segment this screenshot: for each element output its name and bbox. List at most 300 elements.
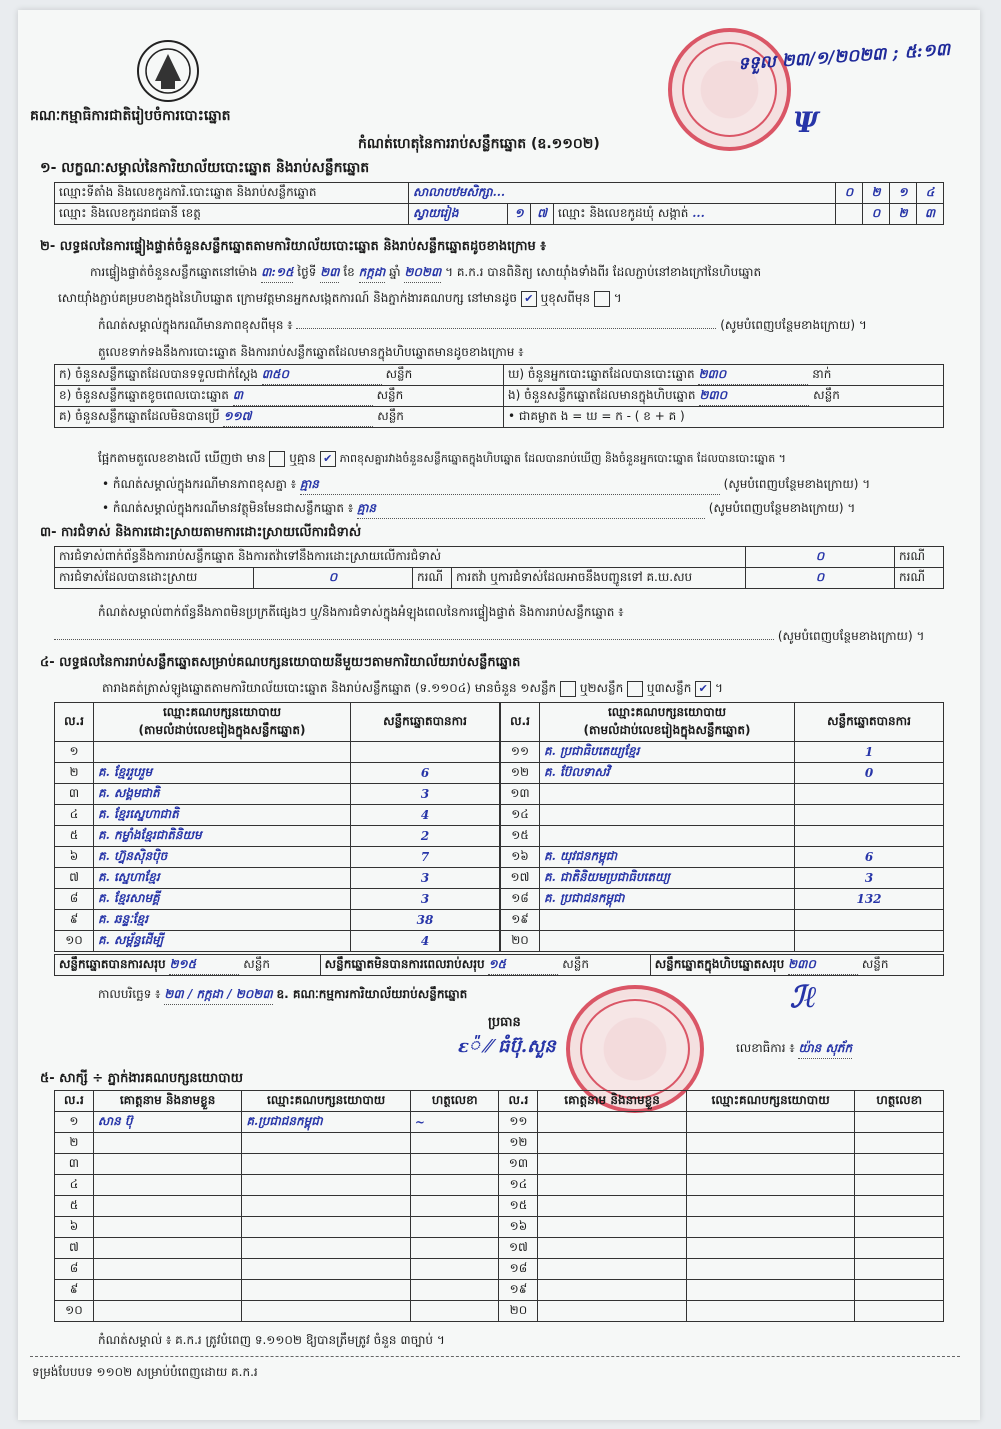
committee-signature: ℐℓ bbox=[790, 980, 817, 1015]
witness-name bbox=[538, 1112, 686, 1133]
objection-note: កំណត់សម្គាល់ពាក់ព័ន្ធនឹងភាពមិនប្រក្រតីផ្សេងៗ ឬ/និងការជំទាស់ក្នុងអំឡុងពេលនៃការផ្ទៀងផ្ទាត់ និងការរាប់សន្លឹកឆ្នោត ៖ bbox=[98, 605, 624, 619]
w-col-sign-l: ហត្ថលេខា bbox=[410, 1091, 499, 1112]
objection-r2b-unit: ករណី bbox=[895, 568, 944, 589]
province-label: ឈ្មោះ និងលេខកូដរាជធានី ខេត្ត bbox=[55, 204, 409, 225]
witness-party bbox=[242, 1259, 411, 1280]
result-row bbox=[55, 784, 500, 805]
result-no: ១០ bbox=[55, 931, 94, 952]
result-votes: 1 bbox=[795, 742, 944, 763]
form-title: កំណត់ហេតុនៃការរាប់សន្លឹកឆ្នោត (ឧ.១១០២) bbox=[358, 136, 600, 152]
location-code-4: ៤ bbox=[917, 183, 944, 204]
objection-r2a-value: ០ bbox=[254, 568, 413, 589]
secretary-label: លេខាធិការ ៖ bbox=[736, 1041, 795, 1055]
count-c-unit: សន្លឹក bbox=[377, 408, 404, 423]
w-col-party-r: ឈ្មោះគណបក្សនយោបាយ bbox=[686, 1091, 855, 1112]
result-votes: 6 bbox=[795, 847, 944, 868]
witness-no: ៦ bbox=[55, 1217, 94, 1238]
results-table-right bbox=[500, 702, 944, 952]
w-col-no-l: ល.រ bbox=[55, 1091, 94, 1112]
footer-divider bbox=[30, 1356, 960, 1357]
date-line bbox=[98, 986, 467, 1005]
form-page bbox=[18, 10, 980, 1420]
result-no: ៦ bbox=[55, 847, 94, 868]
section-5-title: ៥- សាក្សី ÷ ភ្នាក់ងារគណបក្សនយោបាយ bbox=[40, 1071, 243, 1086]
witness-row bbox=[55, 1112, 944, 1133]
count-e-label: ង) ចំនួនសន្លឹកឆ្នោតដែលមានក្នុងហិបឆ្នោត bbox=[508, 387, 696, 402]
witness-name bbox=[538, 1133, 686, 1154]
result-no: ១៩ bbox=[501, 910, 540, 931]
bullet-1 bbox=[102, 476, 870, 495]
result-row bbox=[55, 910, 500, 931]
witness-no: ៥ bbox=[55, 1196, 94, 1217]
result-no: ១ bbox=[55, 742, 94, 763]
section-4-title: ៤- លទ្ធផលនៃការរាប់សន្លឹកឆ្នោតសម្រាប់គណបក្សនយោបាយនីមួយៗតាមការិយាល័យរាប់សន្លឹកឆ្នោត bbox=[40, 655, 521, 670]
result-party: គ. យុវជនកម្ពុជា bbox=[540, 847, 795, 868]
result-party: គ. ខ្មែរសាមគ្គី bbox=[94, 889, 351, 910]
sheet-3-checkbox[interactable]: ✔ bbox=[695, 681, 711, 697]
year-value: ២០២៣ bbox=[404, 264, 441, 283]
different-checkbox[interactable] bbox=[594, 291, 610, 307]
bullet1-value: គ្មាន bbox=[300, 476, 720, 495]
intro-text: តារាងគត់ត្រាស់ឡូងឆ្នោតតាមការិយាល័យបោះឆ្នោត និងរាប់សន្លឹកឆ្នោត (ទ.១១០៤) មានចំនួន ១សន្លឹក bbox=[102, 681, 557, 695]
count-a-label: ក) ចំនួនសន្លឹកឆ្នោតដែលបានទទួលជាក់ស្តែង bbox=[59, 366, 258, 381]
witness-party bbox=[686, 1154, 855, 1175]
result-row bbox=[55, 742, 500, 763]
bullet1-label: • កំណត់សម្គាល់ក្នុងករណីមានភាពខុសគ្នា ៖ bbox=[102, 477, 297, 491]
formula: • ជាគម្លាត ង = ឃ = ក - ( ខ + គ ) bbox=[504, 407, 944, 428]
location-label: ឈ្មោះទីតាំង និងលេខកូដការិ.បោះឆ្នោត និងរាប់សន្លឹកឆ្នោត bbox=[55, 183, 409, 204]
total-invalid-label: សន្លឹកឆ្នោតមិនបានការពេលរាប់សរុប bbox=[324, 956, 485, 971]
count-c-value: ១១៧ bbox=[223, 408, 373, 427]
result-votes bbox=[795, 805, 944, 826]
result-row bbox=[501, 910, 944, 931]
result-no: ១៤ bbox=[501, 805, 540, 826]
section-3-title: ៣- ការជំទាស់ និងការដោះស្រាយតាមការដោះស្រាយលើការជំទាស់ bbox=[40, 525, 362, 540]
witness-party bbox=[242, 1280, 411, 1301]
commune-code-1: ០ bbox=[863, 204, 890, 225]
witness-party bbox=[242, 1154, 411, 1175]
col-party-left-sub: (តាមលំដាប់លេខរៀងក្នុងសន្លឹកឆ្នោត) bbox=[138, 723, 306, 737]
count-e-unit: សន្លឹក bbox=[813, 387, 840, 402]
commune-code-2: ២ bbox=[890, 204, 917, 225]
committee-label: ឧ. គណៈកម្មការការិយាល័យរាប់សន្លឹកឆ្នោត bbox=[276, 987, 468, 1001]
objection-r1-value: ០ bbox=[746, 547, 895, 568]
w-col-no-r: ល.រ bbox=[499, 1091, 538, 1112]
commune-cell bbox=[554, 204, 836, 225]
total-invalid-unit: សន្លឹក bbox=[562, 956, 589, 971]
witness-name bbox=[93, 1280, 241, 1301]
total-valid-label: សន្លឹកឆ្នោតបានការសរុប bbox=[59, 956, 166, 971]
result-party bbox=[540, 931, 795, 952]
witness-no: ១១ bbox=[499, 1112, 538, 1133]
witness-name bbox=[93, 1175, 241, 1196]
p1a: ការផ្ទៀងផ្ទាត់ចំនួនសន្លឹកឆ្នោតនៅម៉ោង bbox=[90, 265, 258, 279]
p1e: ។ គ.ក.រ បានពិនិត្យ សោយ៉ាំងទាំងពីរ ដែលភ្ជាប់នៅខាងក្រៅនៃហិបឆ្នោត bbox=[445, 265, 762, 279]
result-votes: 7 bbox=[351, 847, 500, 868]
date-label: កាលបរិច្ឆេទ ៖ bbox=[98, 987, 161, 1001]
location-value: សាលាបឋមសិក្សា... bbox=[409, 183, 836, 204]
result-row bbox=[501, 763, 944, 784]
result-row bbox=[501, 931, 944, 952]
witness-name bbox=[538, 1175, 686, 1196]
witness-party bbox=[686, 1259, 855, 1280]
witness-signature bbox=[410, 1259, 499, 1280]
witness-name bbox=[93, 1301, 241, 1322]
witness-name bbox=[93, 1133, 241, 1154]
result-no: ៩ bbox=[55, 910, 94, 931]
witness-party bbox=[686, 1133, 855, 1154]
president-signature: ε៉ ⁄⁄ ធំប៊ុ.សួន bbox=[458, 1036, 556, 1057]
note-diff-label: កំណត់សម្គាល់ក្នុងករណីមានភាពខុសពីមុន ៖ bbox=[98, 318, 293, 332]
witness-name bbox=[538, 1154, 686, 1175]
result-party bbox=[540, 784, 795, 805]
section-2-title: ២- លទ្ធផលនៃការផ្ទៀងផ្ទាត់ចំនួនសន្លឹកឆ្នោតតាមការិយាល័យបោះឆ្នោត និងរាប់សន្លឹកឆ្នោតដូចខាងក្រោម ៖ bbox=[40, 239, 546, 254]
witness-signature bbox=[855, 1154, 944, 1175]
result-party bbox=[540, 826, 795, 847]
location-code-2: ២ bbox=[863, 183, 890, 204]
witness-row bbox=[55, 1301, 944, 1322]
bullet2-value: គ្មាន bbox=[357, 500, 705, 519]
result-votes bbox=[795, 931, 944, 952]
witness-no: ២០ bbox=[499, 1301, 538, 1322]
col-no-right: ល.រ bbox=[501, 703, 540, 742]
result-party: គ. សម្ព័ន្ធដើម្បី bbox=[94, 931, 351, 952]
result-row bbox=[501, 784, 944, 805]
col-votes-right: សន្លឹកឆ្នោតបានការ bbox=[795, 703, 944, 742]
sheet-1-checkbox[interactable] bbox=[560, 681, 576, 697]
objection-r1-label: ការជំទាស់ពាក់ព័ន្ធនឹងការរាប់សន្លឹកឆ្នោត និងការតវ៉ាទៅនឹងការដោះស្រាយលើការជំទាស់ bbox=[55, 547, 746, 568]
section-5-note: កំណត់សម្គាល់ ៖ គ.ក.រ ត្រូវបំពេញ ទ.១១០២ ឱ្យបានត្រឹមត្រូវ ចំនួន ៣ច្បាប់ ។ bbox=[98, 1333, 445, 1347]
witness-party bbox=[686, 1175, 855, 1196]
objection-r1-unit: ករណី bbox=[895, 547, 944, 568]
same-checkbox[interactable]: ✔ bbox=[521, 291, 537, 307]
result-no: ៥ bbox=[55, 826, 94, 847]
witness-signature bbox=[855, 1259, 944, 1280]
count-d-value: ២៣០ bbox=[698, 366, 808, 385]
p4b: ឬគ្មាន bbox=[289, 451, 316, 465]
result-votes bbox=[795, 826, 944, 847]
witness-no: ១៧ bbox=[499, 1238, 538, 1259]
objection-note-fill bbox=[54, 628, 924, 646]
total-invalid bbox=[320, 955, 650, 976]
result-no: ១១ bbox=[501, 742, 540, 763]
w-col-party-l: ឈ្មោះគណបក្សនយោបាយ bbox=[242, 1091, 411, 1112]
result-votes: 2 bbox=[351, 826, 500, 847]
fill-hint-2: (សូមបំពេញបន្ថែមខាងក្រោយ) ។ bbox=[723, 477, 871, 491]
result-row bbox=[55, 847, 500, 868]
result-row bbox=[501, 826, 944, 847]
month-value: កក្កដា bbox=[359, 264, 386, 283]
bullet-2 bbox=[102, 500, 855, 519]
province-code-1: ១ bbox=[508, 204, 531, 225]
p1b: ថ្ងៃទី bbox=[297, 265, 317, 279]
result-no: ១៦ bbox=[501, 847, 540, 868]
witness-row bbox=[55, 1133, 944, 1154]
result-row bbox=[55, 826, 500, 847]
p2-end: ឬខុសពីមុន bbox=[540, 291, 591, 305]
witness-signature bbox=[855, 1301, 944, 1322]
objection-r2a-unit: ករណី bbox=[413, 568, 452, 589]
witness-party bbox=[242, 1301, 411, 1322]
secretary-line bbox=[736, 1040, 852, 1059]
result-row bbox=[501, 889, 944, 910]
commune-code-3: ៣ bbox=[917, 204, 944, 225]
witness-signature bbox=[855, 1238, 944, 1259]
result-row bbox=[55, 868, 500, 889]
objections-table bbox=[54, 546, 944, 589]
witness-name bbox=[538, 1217, 686, 1238]
col-party-right-main: ឈ្មោះគណបក្សនយោបាយ bbox=[607, 705, 727, 719]
witness-row bbox=[55, 1196, 944, 1217]
total-invalid-value: ១៥ bbox=[488, 956, 558, 975]
witness-party bbox=[686, 1280, 855, 1301]
p2: សោយ៉ាំងភ្ជាប់គម្របខាងក្នុងនៃហិបឆ្នោត ក្រោមវត្តមានអ្នកសង្កេតការណ៍ និងភ្នាក់ងារគណបក្ស នៅមានដូច bbox=[58, 291, 517, 305]
initials-signature: Ψ bbox=[793, 106, 819, 139]
result-votes bbox=[795, 784, 944, 805]
result-row bbox=[55, 889, 500, 910]
witness-signature bbox=[410, 1301, 499, 1322]
result-party: គ. ស្នេហាខ្មែរ bbox=[94, 868, 351, 889]
witness-signature bbox=[410, 1196, 499, 1217]
witness-signature: ~ bbox=[410, 1112, 499, 1133]
result-party: គ. ឆន្ទៈខ្មែរ bbox=[94, 910, 351, 931]
sheet-2-checkbox[interactable] bbox=[627, 681, 643, 697]
result-votes: 4 bbox=[351, 805, 500, 826]
result-votes: 3 bbox=[351, 868, 500, 889]
witness-table bbox=[54, 1090, 944, 1322]
result-votes: 0 bbox=[795, 763, 944, 784]
total-valid-unit: សន្លឹក bbox=[243, 956, 270, 971]
witness-signature bbox=[855, 1217, 944, 1238]
witness-party bbox=[686, 1196, 855, 1217]
witness-row bbox=[55, 1175, 944, 1196]
witness-signature bbox=[855, 1133, 944, 1154]
result-votes: 3 bbox=[795, 868, 944, 889]
witness-row bbox=[55, 1217, 944, 1238]
result-no: ៨ bbox=[55, 889, 94, 910]
p4: ផ្អែកតាមតួលេខខាងលើ ឃើញថា មាន bbox=[98, 451, 266, 465]
witness-signature bbox=[855, 1175, 944, 1196]
result-votes: 132 bbox=[795, 889, 944, 910]
result-party: គ. ប្រជាជនកម្ពុជា bbox=[540, 889, 795, 910]
result-no: ១២ bbox=[501, 763, 540, 784]
verification-line-1 bbox=[90, 264, 761, 283]
w-col-name-l: គោត្តនាម និងនាមខ្លួន bbox=[93, 1091, 241, 1112]
witness-name bbox=[93, 1238, 241, 1259]
witness-no: ១២ bbox=[499, 1133, 538, 1154]
secretary-value: យ៉ាន សុភ័ក bbox=[798, 1040, 852, 1059]
result-votes: 38 bbox=[351, 910, 500, 931]
figures-intro: តួលេខទាក់ទងនឹងការបោះឆ្នោត និងការរាប់សន្លឹកឆ្នោតដែលមានក្នុងហិបឆ្នោតមានដូចខាងក្រោម ៖ bbox=[98, 345, 524, 359]
intro-c: ឬ៣សន្លឹក bbox=[646, 681, 692, 695]
p1c: ខែ bbox=[343, 265, 355, 279]
witness-no: ៨ bbox=[55, 1259, 94, 1280]
official-stamp-top bbox=[668, 28, 791, 151]
verification-line-2: សោយ៉ាំងភ្ជាប់គម្របខាងក្នុងនៃហិបឆ្នោត ក្រោមវត្តមានអ្នកសង្កេតការណ៍ និងភ្នាក់ងារគណបក្ស នៅមានដូច ✔ ឬខុសពីមុន ។ bbox=[58, 291, 622, 305]
section-1-title: ១- លក្ខណៈសម្គាល់នៃការិយាល័យបោះឆ្នោត និងរាប់សន្លឹកឆ្នោត bbox=[40, 160, 370, 176]
president-label: ប្រធាន bbox=[488, 1015, 521, 1030]
witness-name bbox=[93, 1196, 241, 1217]
witness-signature bbox=[855, 1112, 944, 1133]
objection-r2b-value: ០ bbox=[746, 568, 895, 589]
count-a-unit: សន្លឹក bbox=[385, 366, 413, 381]
witness-name: សាន ប៊ុ bbox=[93, 1112, 241, 1133]
section-1-table bbox=[54, 182, 944, 225]
witness-no: ១៤ bbox=[499, 1175, 538, 1196]
result-row bbox=[501, 805, 944, 826]
witness-party: គ.ប្រជាជនកម្ពុជា bbox=[242, 1112, 411, 1133]
result-party: គ. ប្រជាធិបតេយ្យខ្មែរ bbox=[540, 742, 795, 763]
witness-no: ៧ bbox=[55, 1238, 94, 1259]
witness-name bbox=[93, 1154, 241, 1175]
col-votes-left: សន្លឹកឆ្នោតបានការ bbox=[351, 703, 500, 742]
witness-signature bbox=[855, 1280, 944, 1301]
objection-r2a-label: ការជំទាស់ដែលបានដោះស្រាយ bbox=[55, 568, 254, 589]
witness-row bbox=[55, 1280, 944, 1301]
commune-value: ... bbox=[692, 206, 705, 220]
result-votes: 3 bbox=[351, 889, 500, 910]
witness-no: ១៣ bbox=[499, 1154, 538, 1175]
result-votes bbox=[351, 742, 500, 763]
result-row bbox=[55, 763, 500, 784]
w-col-sign-r: ហត្ថលេខា bbox=[855, 1091, 944, 1112]
total-box-label: សន្លឹកឆ្នោតក្នុងហិបឆ្នោតសរុប bbox=[654, 956, 785, 971]
witness-party bbox=[242, 1175, 411, 1196]
counts-table bbox=[54, 364, 944, 428]
witness-name bbox=[538, 1259, 686, 1280]
total-box bbox=[650, 955, 943, 976]
count-e-value: ២៣០ bbox=[699, 387, 809, 406]
discrepancy-line bbox=[98, 450, 786, 468]
p4c: ភាពខុសគ្នារវាងចំនួនសន្លឹកឆ្នោតក្នុងហិបឆ្នោត ដែលបានរាប់ឃើញ និងចំនួនអ្នកបោះឆ្នោត ដែលបានបោះឆ្នោត ។ bbox=[339, 452, 786, 465]
witness-no: ១៩ bbox=[499, 1280, 538, 1301]
no-diff-checkbox[interactable]: ✔ bbox=[320, 451, 336, 467]
witness-row bbox=[55, 1238, 944, 1259]
fill-hint-3: (សូមបំពេញបន្ថែមខាងក្រោយ) ។ bbox=[708, 501, 856, 515]
result-no: ១៨ bbox=[501, 889, 540, 910]
witness-party bbox=[686, 1217, 855, 1238]
note-diff-line bbox=[98, 317, 867, 335]
witness-no: ១ bbox=[55, 1112, 94, 1133]
total-valid bbox=[55, 955, 321, 976]
totals-table bbox=[54, 954, 944, 976]
witness-no: ២ bbox=[55, 1133, 94, 1154]
witness-no: ៩ bbox=[55, 1280, 94, 1301]
witness-party bbox=[242, 1238, 411, 1259]
result-row bbox=[55, 931, 500, 952]
result-votes: 6 bbox=[351, 763, 500, 784]
witness-no: ១០ bbox=[55, 1301, 94, 1322]
witness-row bbox=[55, 1259, 944, 1280]
col-party-right-sub: (តាមលំដាប់លេខរៀងក្នុងសន្លឹកឆ្នោត) bbox=[583, 723, 751, 737]
intro-b: ឬ២សន្លឹក bbox=[579, 681, 624, 695]
bullet2-label: • កំណត់សម្គាល់ក្នុងករណីមានវត្ថុមិនមែនជាសន្លឹកឆ្នោត ៖ bbox=[102, 501, 354, 515]
result-votes bbox=[795, 910, 944, 931]
witness-party bbox=[242, 1196, 411, 1217]
location-code-1: ០ bbox=[836, 183, 863, 204]
witness-name bbox=[93, 1259, 241, 1280]
footer-text: ទម្រង់បែបបទ ១១០២ សម្រាប់បំពេញដោយ គ.ក.រ bbox=[32, 1365, 258, 1379]
col-party-left bbox=[94, 703, 351, 742]
result-no: ១៣ bbox=[501, 784, 540, 805]
result-no: ៧ bbox=[55, 868, 94, 889]
result-party: គ. ខ្មែររួបរួម bbox=[94, 763, 351, 784]
result-no: ៣ bbox=[55, 784, 94, 805]
witness-name bbox=[538, 1238, 686, 1259]
witness-signature bbox=[410, 1238, 499, 1259]
witness-no: ៣ bbox=[55, 1154, 94, 1175]
col-no-left: ល.រ bbox=[55, 703, 94, 742]
section-4-intro: តារាងគត់ត្រាស់ឡូងឆ្នោតតាមការិយាល័យបោះឆ្នោត និងរាប់សន្លឹកឆ្នោត (ទ.១១០៤) មានចំនួន ១សន្លឹក ឬ២សន្លឹក ឬ៣សន្លឹក ✔ ។ bbox=[102, 681, 723, 695]
count-b-unit: សន្លឹក bbox=[376, 387, 404, 402]
witness-party bbox=[686, 1301, 855, 1322]
col-party-right bbox=[540, 703, 795, 742]
result-party bbox=[540, 910, 795, 931]
count-d-label: ឃ) ចំនួនអ្នកបោះឆ្នោតដែលបានបោះឆ្នោត bbox=[508, 366, 695, 381]
witness-signature bbox=[855, 1196, 944, 1217]
witness-party bbox=[686, 1238, 855, 1259]
witness-party bbox=[686, 1112, 855, 1133]
result-row bbox=[501, 868, 944, 889]
result-party: គ. ជាតិនិយមប្រជាធិបតេយ្យ bbox=[540, 868, 795, 889]
result-row bbox=[501, 742, 944, 763]
received-note: ទទួល ២៣/១/២០២៣ ; ៥:១៣ bbox=[737, 39, 951, 75]
fill-hint-1: (សូមបំពេញបន្ថែមខាងក្រោយ) ។ bbox=[720, 318, 867, 332]
witness-signature bbox=[410, 1280, 499, 1301]
objection-r2b-label: ការតវ៉ា ឬការជំទាស់ដែលអាចនឹងបញ្ជូនទៅ គ.ឃ.សប bbox=[452, 568, 746, 589]
result-votes: 3 bbox=[351, 784, 500, 805]
results-table-left bbox=[54, 702, 500, 952]
province-value: ស្វាយរៀង bbox=[409, 204, 508, 225]
col-party-left-main: ឈ្មោះគណបក្សនយោបាយ bbox=[162, 705, 282, 719]
count-a-value: ៣៥០ bbox=[262, 366, 382, 385]
witness-signature bbox=[410, 1154, 499, 1175]
commune-label: ឈ្មោះ និងលេខកូដឃុំ សង្កាត់ bbox=[558, 206, 689, 220]
count-c-label: គ) ចំនួនសន្លឹកឆ្នោតដែលមិនបានប្រើ bbox=[59, 408, 220, 423]
witness-name bbox=[538, 1196, 686, 1217]
witness-signature bbox=[410, 1175, 499, 1196]
witness-no: ១៦ bbox=[499, 1217, 538, 1238]
result-party bbox=[94, 742, 351, 763]
result-party bbox=[540, 805, 795, 826]
witness-signature bbox=[410, 1217, 499, 1238]
count-b-label: ខ) ចំនួនសន្លឹកឆ្នោតខូចពេលបោះឆ្នោត bbox=[59, 387, 229, 402]
result-no: ១៥ bbox=[501, 826, 540, 847]
result-no: ២០ bbox=[501, 931, 540, 952]
witness-name bbox=[538, 1301, 686, 1322]
count-b-value: ៣ bbox=[233, 387, 373, 406]
result-party: គ. ហ្វ៊ុនស៊ិនប៉ិច bbox=[94, 847, 351, 868]
total-box-value: ២៣០ bbox=[788, 956, 858, 975]
fill-hint-4: (សូមបំពេញបន្ថែមខាងក្រោយ) ។ bbox=[777, 629, 925, 643]
result-no: ១៧ bbox=[501, 868, 540, 889]
result-no: ២ bbox=[55, 763, 94, 784]
result-party: គ. កម្លាំងខ្មែរជាតិនិយម bbox=[94, 826, 351, 847]
total-box-unit: សន្លឹក bbox=[861, 956, 889, 971]
result-party: គ. ប៊ែលទាសវិ bbox=[540, 763, 795, 784]
witness-no: ១៨ bbox=[499, 1259, 538, 1280]
location-code-3: ១ bbox=[890, 183, 917, 204]
result-row bbox=[501, 847, 944, 868]
total-valid-value: ២១៥ bbox=[169, 956, 239, 975]
witness-name bbox=[93, 1217, 241, 1238]
witness-no: ៤ bbox=[55, 1175, 94, 1196]
witness-name bbox=[538, 1280, 686, 1301]
nec-emblem bbox=[133, 36, 203, 106]
has-diff-checkbox[interactable] bbox=[269, 451, 285, 467]
w-col-name-r: គោត្តនាម និងនាមខ្លួន bbox=[538, 1091, 686, 1112]
p1d: ឆ្នាំ bbox=[389, 265, 401, 279]
